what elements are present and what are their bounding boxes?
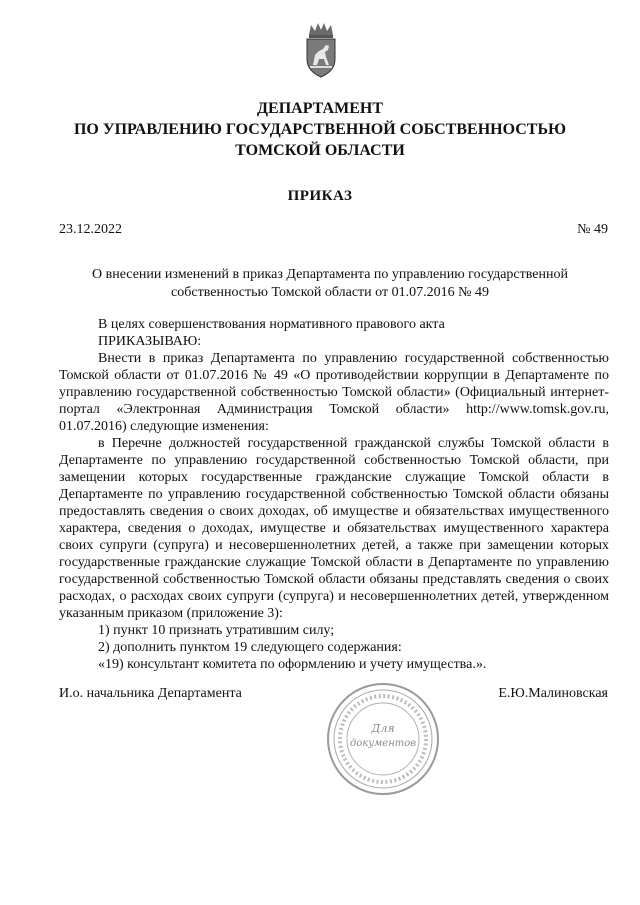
order-subject-line: О внесении изменений в приказ Департамента по управлению государственной <box>92 267 568 282</box>
purpose-paragraph: В целях совершенствования нормативного правового акта <box>98 317 445 332</box>
order-subject <box>80 266 580 302</box>
order-number: № 49 <box>577 222 608 237</box>
order-body <box>59 316 609 673</box>
order-subject-line: собственностью Томской области от 01.07.2016 № 49 <box>171 285 489 300</box>
signer-name: Е.Ю.Малиновская <box>498 686 608 701</box>
seal-text: Для <box>371 722 395 735</box>
tomsk-coat-of-arms-icon <box>301 21 341 79</box>
list-item: «19) консультант комитета по оформлению и учету имущества.». <box>98 657 487 672</box>
department-title-line: ДЕПАРТАМЕНТ <box>257 100 383 117</box>
list-paragraph: в Перечне должностей государственной гражданской службы Томской области в Департаменте по управлению государственной собственностью Томской области, при замещении которых государственные гражданские служащие Томской области в Департаменте по управлению государственной собственностью Томской области обязаны предоставлять сведения о своих доходах, об имуществе и обязательствах имущественного характера, сведения о доходах, имуществе и обязательствах имущественного характера своих супруги (супруга) и несовершеннолетних детей, а также при замещении которых государственные гражданские служащие Томской области в Департаменте по управлению государственной собственностью Томской области обязаны представлять сведения о своих расходах, о расходах своих супруги (супруга) и несовершеннолетних детей, утвержденном указанным приказом (приложение 3): <box>59 436 609 621</box>
department-title <box>40 98 600 161</box>
seal-text: документов <box>349 738 417 749</box>
main-paragraph: Внести в приказ Департамента по управлению государственной собственностью Томской области от 01.07.2016 № 49 «О противодействии коррупции в Департаменте по управлению государственной собственностью Томской области» (Официальный интернет-портал «Электронная Администрация Томской области» http://www.tomsk.gov.ru, 01.07.2016) следующие изменения: <box>59 351 609 434</box>
order-word: ПРИКАЗЫВАЮ: <box>98 334 202 349</box>
official-seal-icon <box>326 682 440 796</box>
order-date: 23.12.2022 <box>59 222 122 237</box>
signer-position: И.о. начальника Департамента <box>59 686 242 701</box>
department-title-line: ТОМСКОЙ ОБЛАСТИ <box>235 142 405 159</box>
list-item: 2) дополнить пунктом 19 следующего содержания: <box>98 640 402 655</box>
list-item: 1) пункт 10 признать утратившим силу; <box>98 623 335 638</box>
department-title-line: ПО УПРАВЛЕНИЮ ГОСУДАРСТВЕННОЙ СОБСТВЕННОСТЬЮ <box>73 121 567 138</box>
document-type-heading: ПРИКАЗ <box>287 188 353 204</box>
